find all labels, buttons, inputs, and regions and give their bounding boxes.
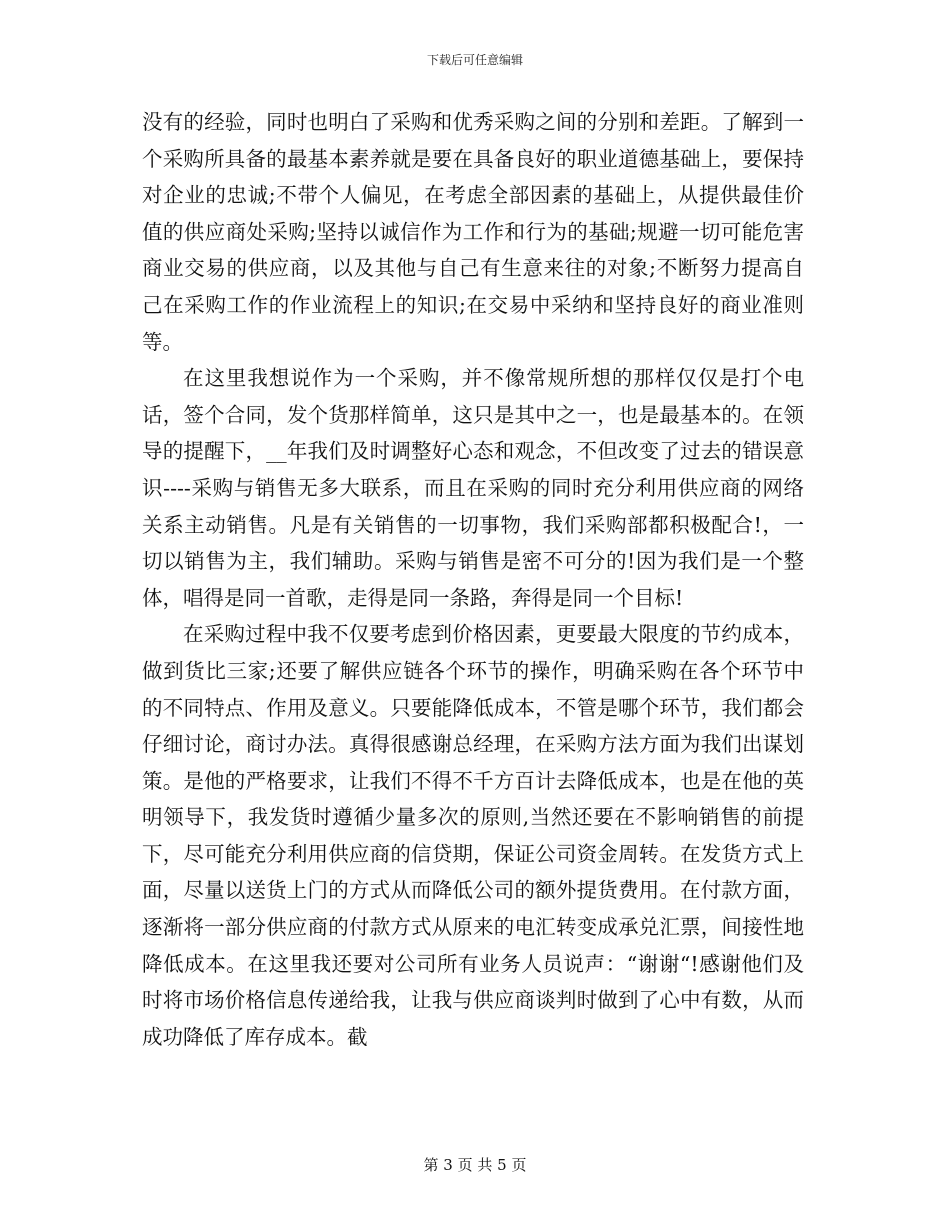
paragraph-2: 在这里我想说作为一个采购，并不像常规所想的那样仅仅是打个电话，签个合同，发个货那样简单，这只是其中之一，也是最基本的。在领导的提醒下，__年我们及时调整好心态和观念，不但改变了过去的错误意识----采购与销售无多大联系，而且在采购的同时充分利用供应商的网络关系主动销售。凡是有关销售的一切事物，我们采购部都积极配合!，一切以销售为主，我们辅助。采购与销售是密不可分的!因为我们是一个整体，唱得是同一首歌，走得是同一条路，奔得是同一个目标! xyxy=(142,366,804,610)
page-number: 第 3 页 共 5 页 xyxy=(423,1156,527,1174)
document-body xyxy=(142,104,804,1055)
page-header: 下载后可任意编辑 xyxy=(426,53,523,67)
paragraph-3: 在采购过程中我不仅要考虑到价格因素，更要最大限度的节约成本，做到货比三家;还要了解供应链各个环节的操作，明确采购在各个环节中的不同特点、作用及意义。只要能降低成本，不管是哪个环节，我们都会仔细讨论，商讨办法。真得很感谢总经理，在采购方法方面为我们出谋划策。是他的严格要求，让我们不得不千方百计去降低成本，也是在他的英明领导下，我发货时遵循少量多次的原则,当然还要在不影响销售的前提下，尽可能充分利用供应商的信贷期，保证公司资金周转。在发货方式上面，尽量以送货上门的方式从而降低公司的额外提货费用。在付款方面，逐渐将一部分供应商的付款方式从原来的电汇转变成承兑汇票，间接性地降低成本。在这里我还要对公司所有业务人员说声：“谢谢“!感谢他们及时将市场价格信息传递给我，让我与供应商谈判时做到了心中有数，从而成功降低了库存成本。截 xyxy=(142,622,804,1049)
paragraph-1: 没有的经验，同时也明白了采购和优秀采购之间的分别和差距。了解到一个采购所具备的最基本素养就是要在具备良好的职业道德基础上，要保持对企业的忠诚;不带个人偏见，在考虑全部因素的基础上，从提供最佳价值的供应商处采购;坚持以诚信作为工作和行为的基础;规避一切可能危害商业交易的供应商，以及其他与自己有生意来往的对象;不断努力提高自己在采购工作的作业流程上的知识;在交易中采纳和坚持良好的商业准则等。 xyxy=(142,110,804,354)
